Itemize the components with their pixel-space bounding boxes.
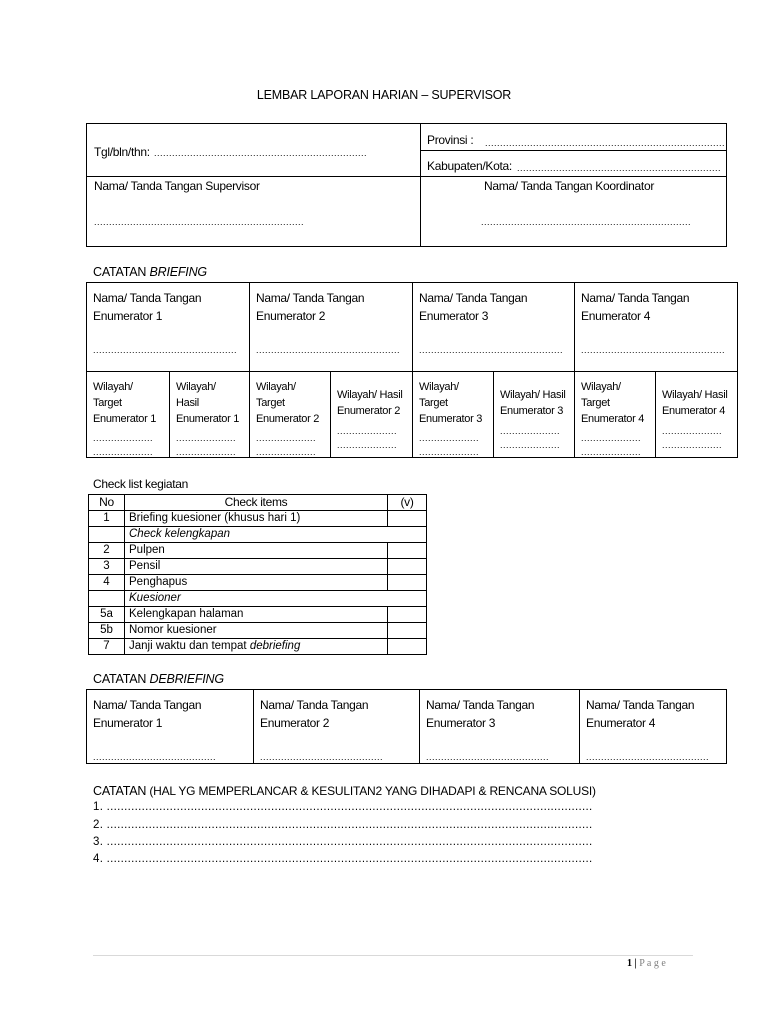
briefing-section-title — [93, 265, 207, 279]
debriefing-enumerator-4-label: Nama/ Tanda Tangan Enumerator 4 — [586, 698, 695, 730]
debriefing-col-divider — [579, 689, 580, 764]
footer-rule — [93, 955, 693, 956]
kabupaten-field[interactable]: .................................................................... — [517, 163, 722, 173]
debriefing-enumerator-1-label: Nama/ Tanda Tangan Enumerator 1 — [93, 698, 202, 730]
briefing-subcol-divider — [655, 371, 656, 458]
supervisor-signature-field[interactable]: ...................................................................... — [94, 217, 305, 227]
checklist-row-check[interactable] — [388, 607, 427, 623]
page-number: 1 — [627, 958, 632, 969]
briefing-enumerator-2-signature[interactable]: ................................................ — [256, 345, 401, 355]
briefing-title-italic: BRIEFING — [149, 265, 207, 279]
koordinator-signature-field[interactable]: ...................................................................... — [481, 217, 692, 227]
checklist-row-no: 3 — [89, 559, 125, 575]
wilayah-target-enumerator-4: Wilayah/ Target Enumerator 4 — [581, 381, 645, 425]
checklist-row-no: 5a — [89, 607, 125, 623]
catatan-title: CATATAN — [93, 784, 147, 798]
checklist-row-no: 7 — [89, 639, 125, 655]
page-footer — [627, 958, 666, 969]
wilayah-target-enumerator-4-field[interactable]: .................... .................... — [581, 433, 642, 457]
page-separator: | — [632, 958, 640, 969]
wilayah-hasil-enumerator-2-field[interactable]: .................... .................... — [337, 426, 398, 450]
checklist-row-item: Pensil — [125, 559, 388, 575]
header-divider-provinsi — [420, 150, 727, 151]
briefing-subcol-divider — [493, 371, 494, 458]
checklist-row-item: Penghapus — [125, 575, 388, 591]
wilayah-hasil-enumerator-2: Wilayah/ Hasil Enumerator 2 — [337, 389, 403, 417]
debriefing-col-divider — [419, 689, 420, 764]
kabupaten-label: Kabupaten/Kota: — [427, 159, 512, 173]
briefing-title-prefix: CATATAN — [93, 265, 150, 279]
checklist-row — [89, 543, 427, 559]
wilayah-target-enumerator-2-field[interactable]: .................... .................... — [256, 433, 317, 457]
document-title: LEMBAR LAPORAN HARIAN – SUPERVISOR — [256, 88, 512, 102]
checklist-row-no: 4 — [89, 575, 125, 591]
briefing-col-divider — [412, 282, 413, 458]
briefing-enumerator-1-signature[interactable]: ................................................ — [93, 345, 238, 355]
catatan-line-4[interactable]: 4. ........................................................................................................................................... — [93, 853, 593, 865]
checklist-row — [89, 527, 427, 543]
briefing-col-divider — [574, 282, 575, 458]
tgl-field[interactable]: ....................................................................... — [154, 148, 368, 158]
briefing-enumerator-2-label: Nama/ Tanda Tangan Enumerator 2 — [256, 291, 365, 323]
briefing-col-divider — [249, 282, 250, 458]
checklist-row-item: Kelengkapan halaman — [125, 607, 388, 623]
checklist-header-row — [89, 495, 427, 511]
checklist-row — [89, 607, 427, 623]
header-divider-vertical — [420, 123, 421, 247]
briefing-enumerator-3-label: Nama/ Tanda Tangan Enumerator 3 — [419, 291, 528, 323]
checklist-row — [89, 623, 427, 639]
wilayah-target-enumerator-2: Wilayah/ Target Enumerator 2 — [256, 381, 320, 425]
catatan-heading — [93, 782, 596, 800]
header-divider-horizontal — [86, 176, 727, 177]
catatan-line-2[interactable]: 2. ........................................................................................................................................... — [93, 819, 593, 831]
catatan-subtitle: (HAL YG MEMPERLANCAR & KESULITAN2 YANG DIHADAPI & RENCANA SOLUSI) — [146, 784, 596, 798]
debriefing-enumerator-1-signature[interactable]: ......................................... — [93, 752, 217, 762]
checklist-row-no: 1 — [89, 511, 125, 527]
tgl-label: Tgl/bln/thn: — [94, 145, 150, 159]
briefing-enumerator-4-label: Nama/ Tanda Tangan Enumerator 4 — [581, 291, 690, 323]
catatan-line-3[interactable]: 3. ........................................................................................................................................... — [93, 836, 593, 848]
checklist-row-check[interactable] — [388, 511, 427, 527]
wilayah-target-enumerator-3-field[interactable]: .................... .................... — [419, 433, 480, 457]
wilayah-hasil-enumerator-1-field[interactable]: .................... .................... — [176, 433, 237, 457]
checklist-row-check[interactable] — [388, 639, 427, 655]
debriefing-enumerator-4-signature[interactable]: ......................................... — [586, 752, 710, 762]
debriefing-title-prefix: CATATAN — [93, 672, 150, 686]
checklist-row-no — [89, 527, 125, 543]
checklist-row-check[interactable] — [388, 543, 427, 559]
supervisor-label: Nama/ Tanda Tangan Supervisor — [94, 179, 260, 193]
checklist-row-item: Pulpen — [125, 543, 388, 559]
wilayah-target-enumerator-3: Wilayah/ Target Enumerator 3 — [419, 381, 483, 425]
debriefing-enumerator-3-signature[interactable]: ......................................... — [426, 752, 550, 762]
checklist-row-check[interactable] — [388, 559, 427, 575]
checklist-row — [89, 511, 427, 527]
debriefing-enumerator-2-label: Nama/ Tanda Tangan Enumerator 2 — [260, 698, 369, 730]
wilayah-hasil-enumerator-4-field[interactable]: .................... .................... — [662, 426, 723, 450]
briefing-subcol-divider — [169, 371, 170, 458]
checklist-row-item: Nomor kuesioner — [125, 623, 388, 639]
debriefing-enumerator-3-label: Nama/ Tanda Tangan Enumerator 3 — [426, 698, 535, 730]
briefing-enumerator-3-signature[interactable]: ................................................ — [419, 345, 564, 355]
checklist-row-item: Kuesioner — [125, 591, 388, 607]
checklist-row-check — [388, 591, 427, 607]
debriefing-section-title — [93, 672, 224, 686]
wilayah-target-enumerator-1: Wilayah/ Target Enumerator 1 — [93, 381, 157, 425]
checklist-row-item: Janji waktu dan tempat debriefing — [125, 639, 388, 655]
briefing-enumerator-1-label: Nama/ Tanda Tangan Enumerator 1 — [93, 291, 202, 323]
checklist-row — [89, 559, 427, 575]
checklist-header-v: (v) — [388, 495, 427, 511]
briefing-subcol-divider — [330, 371, 331, 458]
wilayah-hasil-enumerator-4: Wilayah/ Hasil Enumerator 4 — [662, 389, 728, 417]
checklist-row — [89, 591, 427, 607]
checklist-row — [89, 639, 427, 655]
wilayah-hasil-enumerator-3: Wilayah/ Hasil Enumerator 3 — [500, 389, 566, 417]
briefing-enumerator-4-signature[interactable]: ................................................ — [581, 345, 726, 355]
checklist-row-item: Briefing kuesioner (khusus hari 1) — [125, 511, 388, 527]
catatan-line-1[interactable]: 1. ........................................................................................................................................... — [93, 801, 593, 813]
checklist-row-no: 2 — [89, 543, 125, 559]
page-word: P a g e — [639, 958, 666, 969]
checklist-header-no: No — [89, 495, 125, 511]
debriefing-col-divider — [253, 689, 254, 764]
checklist-row-check[interactable] — [388, 623, 427, 639]
checklist-row-check[interactable] — [388, 575, 427, 591]
checklist-row-no — [89, 591, 125, 607]
provinsi-label: Provinsi : — [427, 133, 474, 147]
checklist-row-check — [388, 527, 427, 543]
koordinator-label: Nama/ Tanda Tangan Koordinator — [484, 179, 655, 193]
wilayah-target-enumerator-1-field[interactable]: .................... .................... — [93, 433, 154, 457]
checklist-title: Check list kegiatan — [93, 477, 189, 491]
checklist-row — [89, 575, 427, 591]
checklist-row-no: 5b — [89, 623, 125, 639]
wilayah-hasil-enumerator-1: Wilayah/ Hasil Enumerator 1 — [176, 381, 240, 425]
debriefing-title-italic: DEBRIEFING — [149, 672, 224, 686]
provinsi-field[interactable]: ................................................................................ — [485, 138, 726, 148]
wilayah-hasil-enumerator-3-field[interactable]: .................... .................... — [500, 426, 561, 450]
debriefing-enumerator-2-signature[interactable]: ......................................... — [260, 752, 384, 762]
checklist-table — [88, 494, 427, 655]
checklist-row-item: Check kelengkapan — [125, 527, 388, 543]
checklist-header-items: Check items — [125, 495, 388, 511]
